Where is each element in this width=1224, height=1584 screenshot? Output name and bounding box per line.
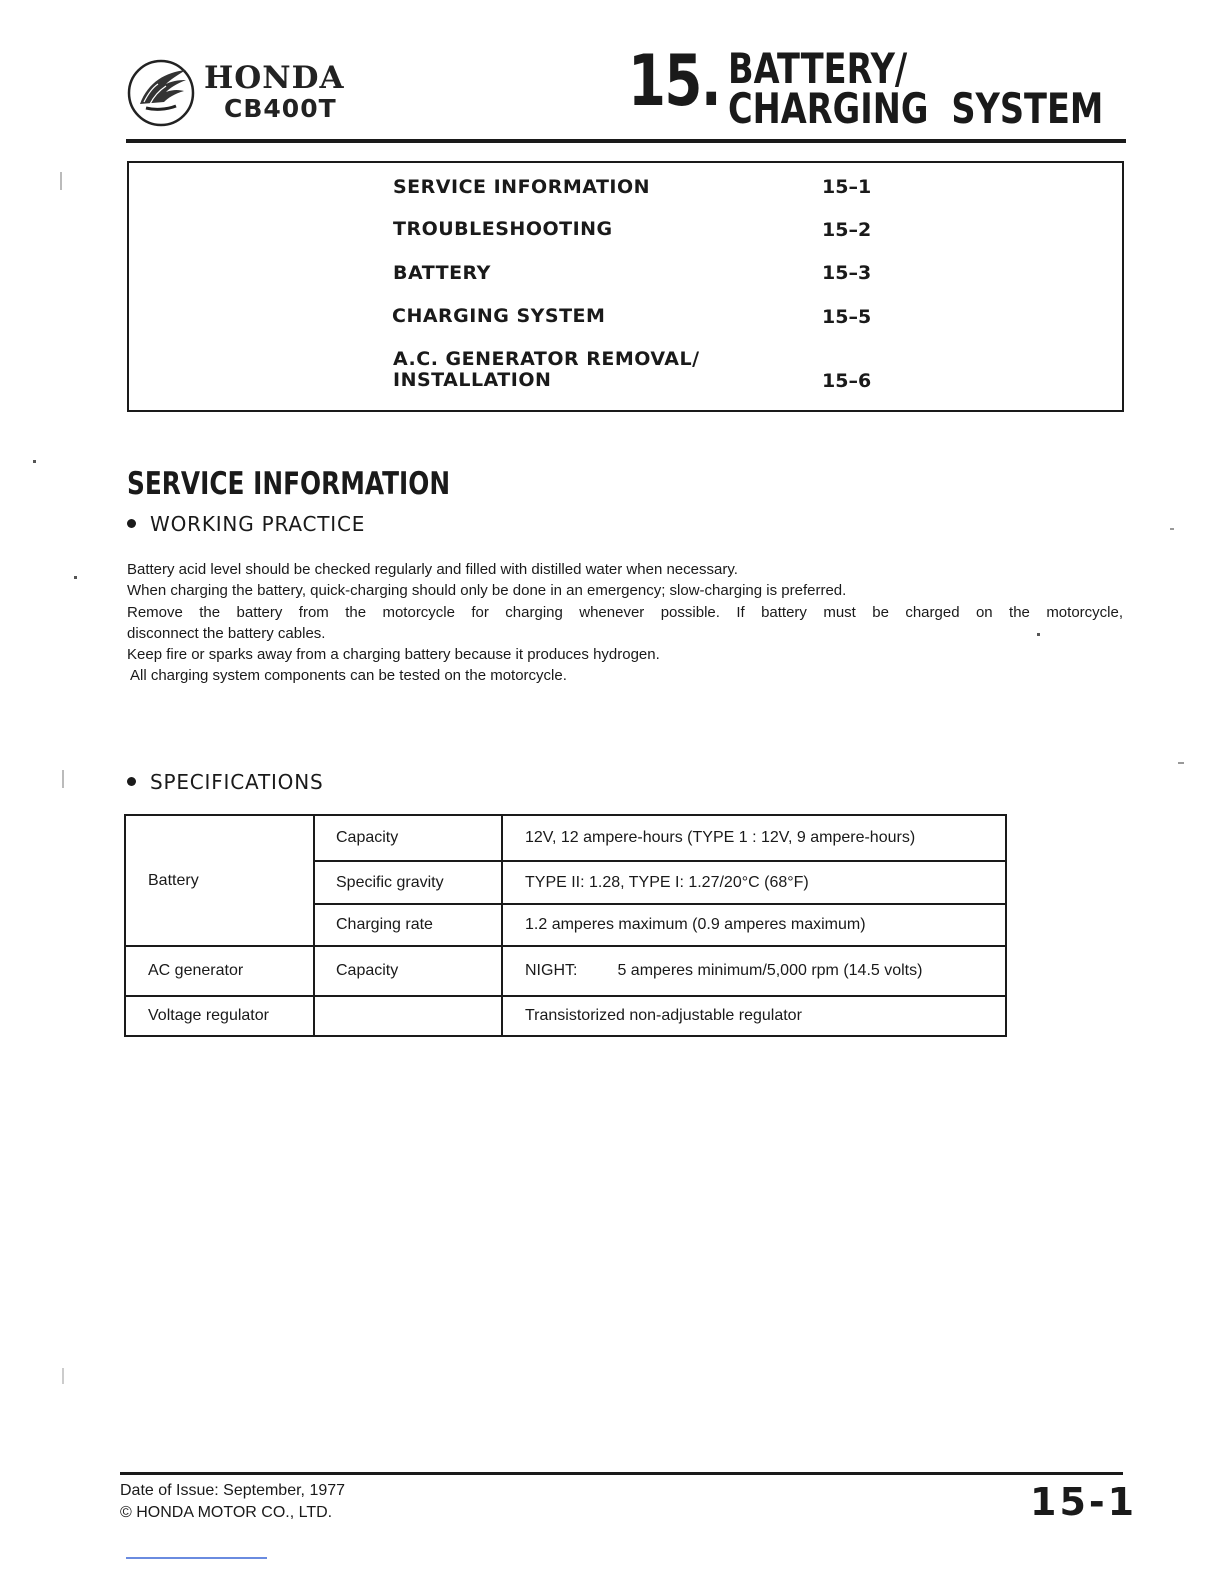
ac-capacity-cell (502, 946, 1006, 996)
battery-capacity-value: 12V, 12 ampere-hours (TYPE 1 : 12V, 9 ampere-hours) (502, 815, 1006, 861)
scan-mark (60, 172, 62, 190)
toc-item-ac-generator-line2[interactable]: INSTALLATION (393, 369, 552, 391)
scan-mark (1170, 528, 1174, 530)
scan-mark (33, 460, 36, 463)
bullet-icon (127, 519, 136, 528)
chapter-title-line1: BATTERY/ (728, 44, 908, 93)
charging-rate-label: Charging rate (314, 904, 502, 946)
scan-mark (1037, 633, 1040, 636)
working-practice-heading (127, 512, 365, 536)
scan-mark (74, 576, 77, 579)
ac-capacity-value: 5 amperes minimum/5,000 rpm (14.5 volts) (617, 962, 923, 979)
voltage-regulator-value: Transistorized non-adjustable regulator (502, 996, 1006, 1036)
header-divider (126, 139, 1126, 143)
toc-item-service-information[interactable]: SERVICE INFORMATION (393, 176, 651, 198)
specifications-heading (127, 770, 323, 794)
copyright: © HONDA MOTOR CO., LTD. (120, 1504, 333, 1521)
practice-line: Remove the battery from the motorcycle for charging whenever possible. If battery must be charged on the motorcycle, (127, 603, 1123, 621)
toc-item-troubleshooting[interactable]: TROUBLESHOOTING (393, 218, 613, 240)
chapter-number: 15. (628, 40, 721, 122)
ac-capacity-prefix: NIGHT: (525, 962, 578, 979)
practice-line: When charging the battery, quick-charging should only be done in an emergency; slow-charging is preferred. (127, 582, 847, 600)
footer-divider (120, 1472, 1123, 1475)
battery-label: Battery (125, 815, 314, 946)
model-name: CB400T (224, 94, 337, 123)
table-of-contents (127, 161, 1124, 412)
table-row (125, 946, 1006, 996)
honda-wing-logo-icon (126, 58, 196, 128)
practice-line: disconnect the battery cables. (127, 624, 326, 642)
practice-line: Keep fire or sparks away from a charging battery because it produces hydrogen. (127, 646, 660, 664)
scan-mark (62, 770, 64, 788)
practice-line: Battery acid level should be checked regularly and filled with distilled water when necessary. (127, 561, 738, 578)
charging-rate-value: 1.2 amperes maximum (0.9 amperes maximum) (502, 904, 1006, 946)
bullet-icon (127, 777, 136, 786)
ac-generator-label: AC generator (125, 946, 314, 996)
toc-page-ac-generator[interactable]: 15–6 (822, 370, 872, 392)
specifications-table (124, 814, 1007, 1037)
ac-capacity-label: Capacity (314, 946, 502, 996)
blue-underline-mark (126, 1557, 267, 1559)
specific-gravity-label: Specific gravity (314, 861, 502, 904)
table-row (125, 815, 1006, 861)
scan-mark (62, 1368, 64, 1384)
chapter-title-line2: CHARGING SYSTEM (728, 84, 1104, 133)
toc-item-battery[interactable]: BATTERY (393, 262, 491, 284)
scan-mark (1178, 762, 1184, 764)
footer-info (120, 1480, 345, 1524)
voltage-regulator-label: Voltage regulator (125, 996, 314, 1036)
toc-page-service-information[interactable]: 15–1 (822, 176, 872, 198)
voltage-regulator-empty-cell (314, 996, 502, 1036)
toc-item-charging-system[interactable]: CHARGING SYSTEM (392, 305, 606, 327)
date-of-issue: Date of Issue: September, 1977 (120, 1482, 346, 1499)
specific-gravity-value: TYPE II: 1.28, TYPE I: 1.27/20°C (68°F) (502, 861, 1006, 904)
specifications-label: SPECIFICATIONS (150, 770, 324, 794)
working-practice-label: WORKING PRACTICE (150, 512, 366, 536)
toc-item-ac-generator[interactable]: A.C. GENERATOR REMOVAL/ (393, 348, 700, 370)
working-practice-text (127, 559, 1123, 687)
battery-capacity-label: Capacity (314, 815, 502, 861)
toc-page-troubleshooting[interactable]: 15–2 (822, 219, 872, 241)
brand-name: HONDA (204, 60, 345, 96)
toc-page-battery[interactable]: 15–3 (822, 262, 872, 284)
section-title: SERVICE INFORMATION (127, 466, 451, 502)
practice-line: All charging system components can be tested on the motorcycle. (130, 667, 567, 685)
page-number: 15-1 (1030, 1480, 1138, 1524)
table-row (125, 996, 1006, 1036)
toc-page-charging-system[interactable]: 15–5 (822, 306, 872, 328)
